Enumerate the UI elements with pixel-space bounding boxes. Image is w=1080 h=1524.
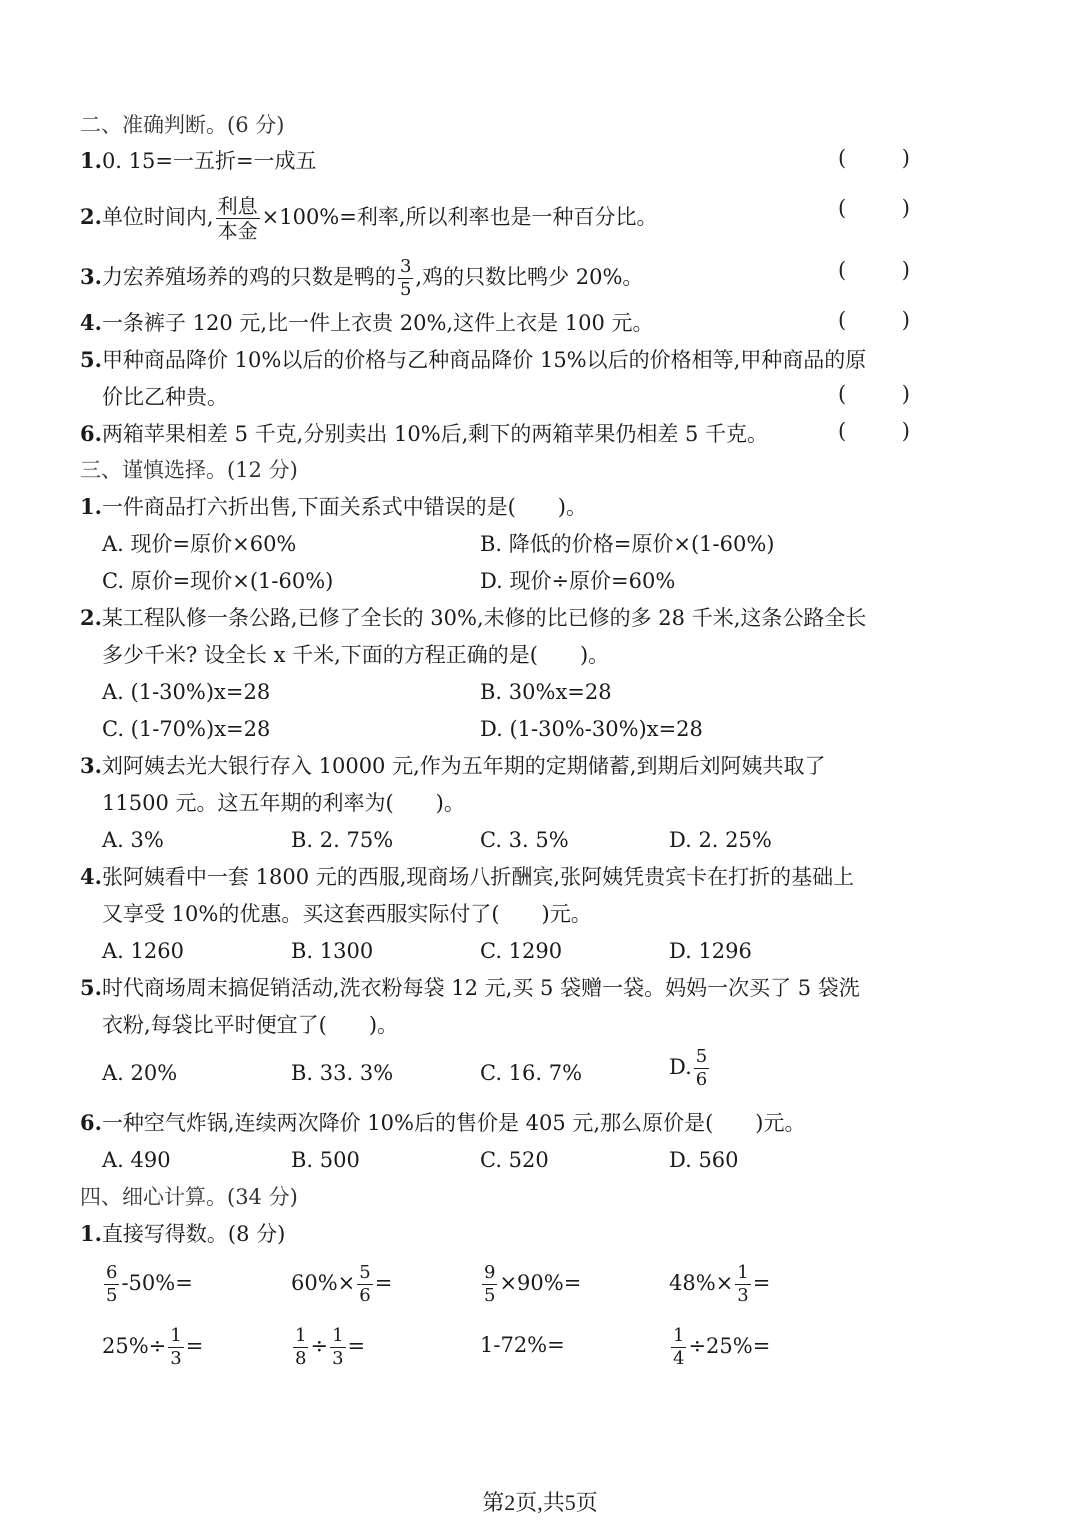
calc-text: = [185,1334,204,1358]
fraction [216,196,260,241]
option-d[interactable]: D. (1-30%-30%)x=28 [480,717,703,741]
answer-bracket-3[interactable] [838,258,910,282]
calc-item-6[interactable] [291,1327,365,1368]
choice-q4-cont: 又享受 10%的优惠。买这套西服实际付了( )元。 [102,902,592,926]
fraction-denominator: 3 [170,1348,182,1369]
judge-q1 [80,146,940,176]
fraction [104,1264,119,1305]
option-c[interactable]: C. 1290 [480,939,563,963]
answer-bracket-4[interactable] [838,308,910,332]
choice-q5 [80,973,940,1003]
calc-text: -50%= [121,1271,193,1295]
option-b[interactable]: B. 500 [291,1148,360,1172]
bracket-open: ( [838,382,847,406]
option-c[interactable]: C. 原价=现价×(1-60%) [102,569,334,593]
judge-q3 [80,258,940,299]
section3-title: 三、谨慎选择。(12 分) [80,458,298,482]
page-footer: 第2页,共5页 [482,1490,598,1515]
calc-item-3[interactable] [480,1264,581,1305]
judge-q2 [80,196,940,241]
q-number: 1. [80,494,102,519]
option-b[interactable]: B. 1300 [291,939,374,963]
answer-bracket-2[interactable] [838,196,910,220]
choice-q2 [80,603,940,633]
answer-bracket-1[interactable] [838,146,910,170]
fraction-numerator: 1 [170,1325,182,1346]
fraction-numerator: 1 [673,1325,685,1346]
q-text: 时代商场周末搞促销活动,洗衣粉每袋 12 元,买 5 袋赠一袋。妈妈一次买了 5 袋洗 [101,976,860,1000]
fraction-numerator: 3 [399,256,412,277]
q-text: 刘阿姨去光大银行存入 10000 元,作为五年期的定期储蓄,到期后刘阿姨共取了 [101,754,826,778]
calc-text: 48%× [669,1271,734,1295]
judge-q6 [80,419,940,449]
q-number: 3. [80,264,102,289]
fraction-denominator: 4 [673,1348,685,1369]
bracket-open: ( [838,308,847,332]
q-number: 3. [80,753,102,778]
bracket-open: ( [838,196,847,220]
section2-title: 二、准确判断。(6 分) [80,113,285,137]
option-c[interactable]: C. 520 [480,1148,549,1172]
answer-bracket-5[interactable] [838,382,910,406]
q-text: 一件商品打六折出售,下面关系式中错误的是( )。 [101,495,587,519]
calc-item-1[interactable] [102,1264,193,1305]
q-number: 2. [80,204,102,229]
choice-q2-cont: 多少千米? 设全长 x 千米,下面的方程正确的是( )。 [102,643,610,667]
calc-item-2[interactable] [291,1264,392,1305]
q-number: 1. [80,1221,102,1246]
choice-q1 [80,492,940,522]
fraction-numerator: 5 [695,1046,708,1067]
fraction [293,1327,308,1368]
judge-q4 [80,308,940,338]
fraction [694,1048,709,1089]
fraction [168,1327,183,1368]
choice-q3-cont: 11500 元。这五年期的利率为( )。 [102,791,465,815]
fraction-denominator: 5 [484,1285,496,1306]
q-text: ×100%=利率,所以利率也是一种百分比。 [261,205,658,229]
option-c[interactable]: C. 3. 5% [480,828,569,852]
fraction-denominator: 5 [399,279,412,300]
option-b[interactable]: B. 降低的价格=原价×(1-60%) [480,532,775,556]
bracket-close: ) [901,419,910,443]
option-b[interactable]: B. 33. 3% [291,1061,394,1085]
q-text: 两箱苹果相差 5 千克,分别卖出 10%后,剩下的两箱苹果仍相差 5 千克。 [101,422,769,446]
calc-text: = [374,1271,393,1295]
choice-q4 [80,862,940,892]
calc-q1 [80,1219,940,1249]
q-text: 一条裤子 120 元,比一件上衣贵 20%,这件上衣是 100 元。 [101,311,654,335]
fraction-denominator: 5 [106,1285,118,1306]
fraction [735,1264,750,1305]
choice-q5-cont: 衣粉,每袋比平时便宜了( )。 [102,1013,399,1037]
fraction-denominator: 6 [359,1285,371,1306]
fraction [357,1264,372,1305]
bracket-open: ( [838,258,847,282]
q-number: 1. [80,148,102,173]
choice-q6 [80,1108,940,1138]
fraction-numerator: 6 [106,1262,118,1283]
q-text: 一种空气炸锅,连续两次降价 10%后的售价是 405 元,那么原价是( )元。 [101,1111,806,1135]
calc-item-4[interactable] [669,1264,770,1305]
bracket-close: ) [901,146,910,170]
calc-text: ÷ [310,1334,329,1358]
q-text: 0. 15=一五折=一成五 [101,149,317,173]
bracket-close: ) [901,258,910,282]
fraction-numerator: 1 [295,1325,307,1346]
calc-text: = [347,1334,366,1358]
q-text: 直接写得数。(8 分) [101,1222,286,1246]
fraction-numerator: 5 [359,1262,371,1283]
bracket-close: ) [901,382,910,406]
calc-text: 60%× [291,1271,356,1295]
option-c[interactable]: C. 16. 7% [480,1061,583,1085]
q-text: 某工程队修一条公路,已修了全长的 30%,未修的比已修的多 28 千米,这条公路全长 [101,606,867,630]
q-number: 4. [80,864,102,889]
fraction [482,1264,497,1305]
option-c[interactable]: C. (1-70%)x=28 [102,717,271,741]
fraction [671,1327,686,1368]
calc-text: ÷25%= [688,1334,771,1358]
calc-text: ×90%= [499,1271,582,1295]
calc-item-5[interactable] [102,1327,203,1368]
q-text: 单位时间内, [101,205,214,229]
bracket-open: ( [838,146,847,170]
calc-text: = [752,1271,771,1295]
bracket-close: ) [901,308,910,332]
fraction-numerator: 1 [332,1325,344,1346]
q-number: 2. [80,605,102,630]
answer-bracket-6[interactable] [838,419,910,443]
q-number: 6. [80,421,102,446]
fraction-denominator: 3 [737,1285,749,1306]
option-a[interactable]: A. 现价=原价×60% [102,532,297,556]
q-number: 4. [80,310,102,335]
q-number: 5. [80,975,102,1000]
q-text: 张阿姨看中一套 1800 元的西服,现商场八折酬宾,张阿姨凭贵宾卡在打折的基础上 [101,865,855,889]
bracket-close: ) [901,196,910,220]
fraction [330,1327,345,1368]
section4-title: 四、细心计算。(34 分) [80,1185,298,1209]
option-b[interactable]: B. 30%x=28 [480,680,612,704]
option-a[interactable]: A. 3% [102,828,164,852]
calc-item-8[interactable] [669,1327,770,1368]
option-d[interactable]: D. 2. 25% [669,828,772,852]
option-label: D. [669,1055,692,1079]
q-text: 力宏养殖场养的鸡的只数是鸭的 [101,265,396,289]
option-d[interactable]: D. 560 [669,1148,739,1172]
option-a[interactable]: A. 1260 [102,939,184,963]
fraction-numerator: 9 [484,1262,496,1283]
option-d[interactable] [669,1048,711,1089]
option-a[interactable]: A. 20% [102,1061,178,1085]
fraction-denominator: 8 [295,1348,307,1369]
fraction-denominator: 本金 [217,219,258,243]
calc-text: 25%÷ [102,1334,167,1358]
choice-q3 [80,751,940,781]
judge-q5 [80,345,940,375]
q-number: 6. [80,1110,102,1135]
option-a[interactable]: A. 490 [102,1148,171,1172]
option-d[interactable]: D. 1296 [669,939,752,963]
option-b[interactable]: B. 2. 75% [291,828,394,852]
q-text: ,鸡的只数比鸭少 20%。 [415,265,644,289]
fraction [398,258,413,299]
fraction-denominator: 3 [332,1348,344,1369]
option-a[interactable]: A. (1-30%)x=28 [102,680,271,704]
q-text: 甲种商品降价 10%以后的价格与乙种商品降价 15%以后的价格相等,甲种商品的原 [101,348,867,372]
judge-q5-cont: 价比乙种贵。 [102,385,228,409]
q-number: 5. [80,347,102,372]
calc-item-7[interactable]: 1-72%= [480,1333,565,1357]
fraction-numerator: 利息 [217,194,258,218]
option-d[interactable]: D. 现价÷原价=60% [480,569,676,593]
bracket-open: ( [838,419,847,443]
fraction-numerator: 1 [737,1262,749,1283]
fraction-denominator: 6 [695,1069,708,1090]
